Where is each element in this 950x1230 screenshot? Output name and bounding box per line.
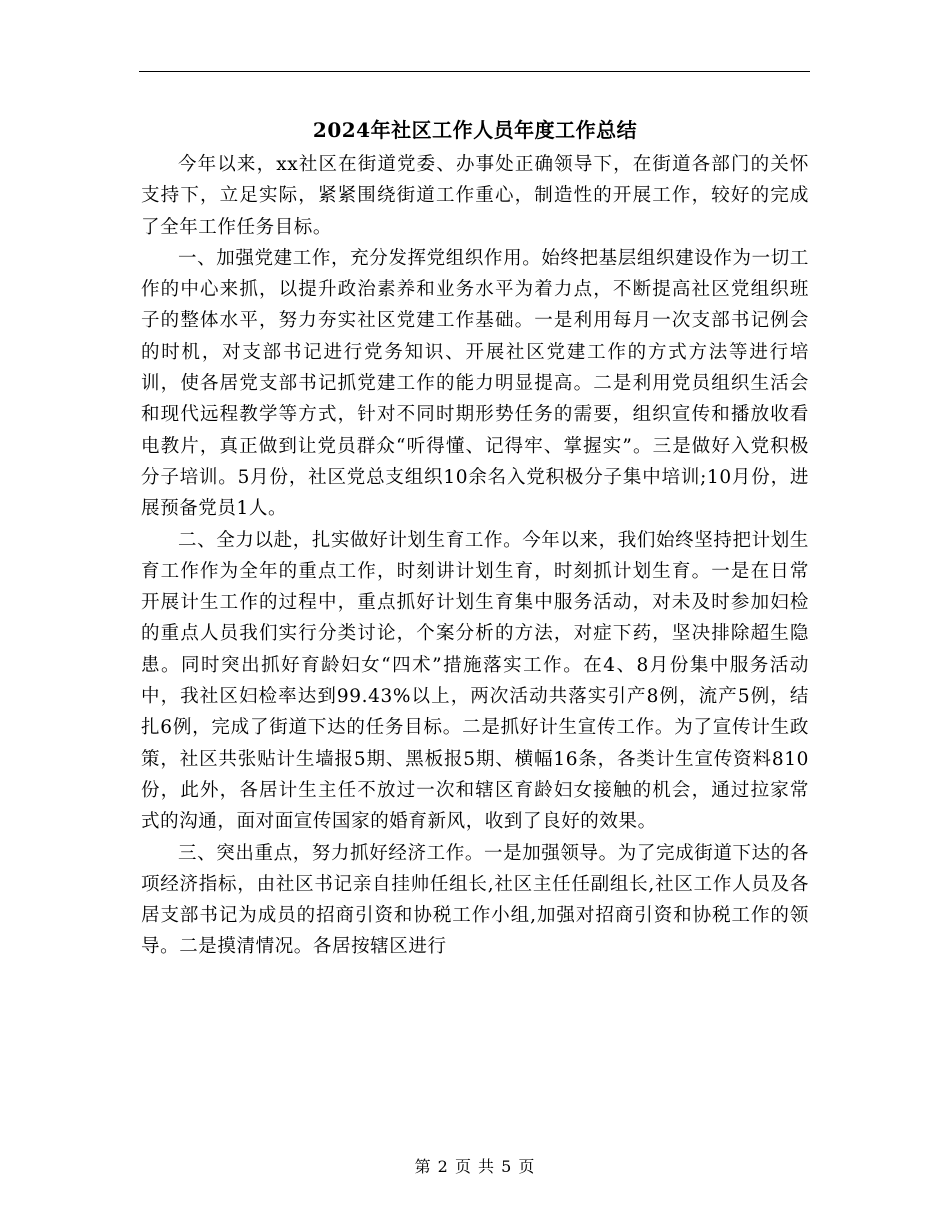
paragraph-family-planning: 二、全力以赴，扎实做好计划生育工作。今年以来，我们始终坚持把计划生育工作作为全年的重点工作，时刻讲计划生育，时刻抓计划生育。一是在日常开展计生工作的过程中，重点抓好计划生育集中服务活动，对未及时参加妇检的重点人员我们实行分类讨论，个案分析的方法，对症下药，坚决排除超生隐患。同时突出抓好育龄妇女“四术”措施落实工作。在4、8月份集中服务活动中，我社区妇检率达到99.43%以上，两次活动共落实引产8例，流产5例，结扎6例，完成了街道下达的任务目标。二是抓好计生宣传工作。为了宣传计生政策，社区共张贴计生墙报5期、黑板报5期、横幅16条，各类计生宣传资料810份，此外，各居计生主任不放过一次和辖区育龄妇女接触的机会，通过拉家常式的沟通，面对面宣传国家的婚育新风，收到了良好的效果。 <box>141 529 809 833</box>
paragraph-intro: 今年以来，xx社区在街道党委、办事处正确领导下，在街道各部门的关怀支持下，立足实际，紧紧围绕街道工作重心，制造性的开展工作，较好的完成了全年工作任务目标。 <box>141 154 809 238</box>
paragraph-economic-work: 三、突出重点，努力抓好经济工作。一是加强领导。为了完成街道下达的各项经济指标，由社区书记亲自挂帅任组长,社区主任任副组长,社区工作人员及各居支部书记为成员的招商引资和协税工作小组,加强对招商引资和协税工作的领导。二是摸清情况。各居按辖区进行 <box>141 842 809 958</box>
page-number: 第 2 页 共 5 页 <box>414 1157 536 1176</box>
document-body <box>141 149 809 963</box>
header-rule <box>139 71 810 72</box>
document-title: 2024年社区工作人员年度工作总结 <box>312 118 638 142</box>
paragraph-party-building: 一、加强党建工作，充分发挥党组织作用。始终把基层组织建设作为一切工作的中心来抓，以提升政治素养和业务水平为着力点，不断提高社区党组织班子的整体水平，努力夯实社区党建工作基础。一是利用每月一次支部书记例会的时机，对支部书记进行党务知识、开展社区党建工作的方式方法等进行培训，使各居党支部书记抓党建工作的能力明显提高。二是利用党员组织生活会和现代远程教学等方式，针对不同时期形势任务的需要，组织宣传和播放收看电教片，真正做到让党员群众“听得懂、记得牢、掌握实”。三是做好入党积极分子培训。5月份，社区党总支组织10余名入党积极分子集中培训;10月份，进展预备党员1人。 <box>141 247 809 520</box>
